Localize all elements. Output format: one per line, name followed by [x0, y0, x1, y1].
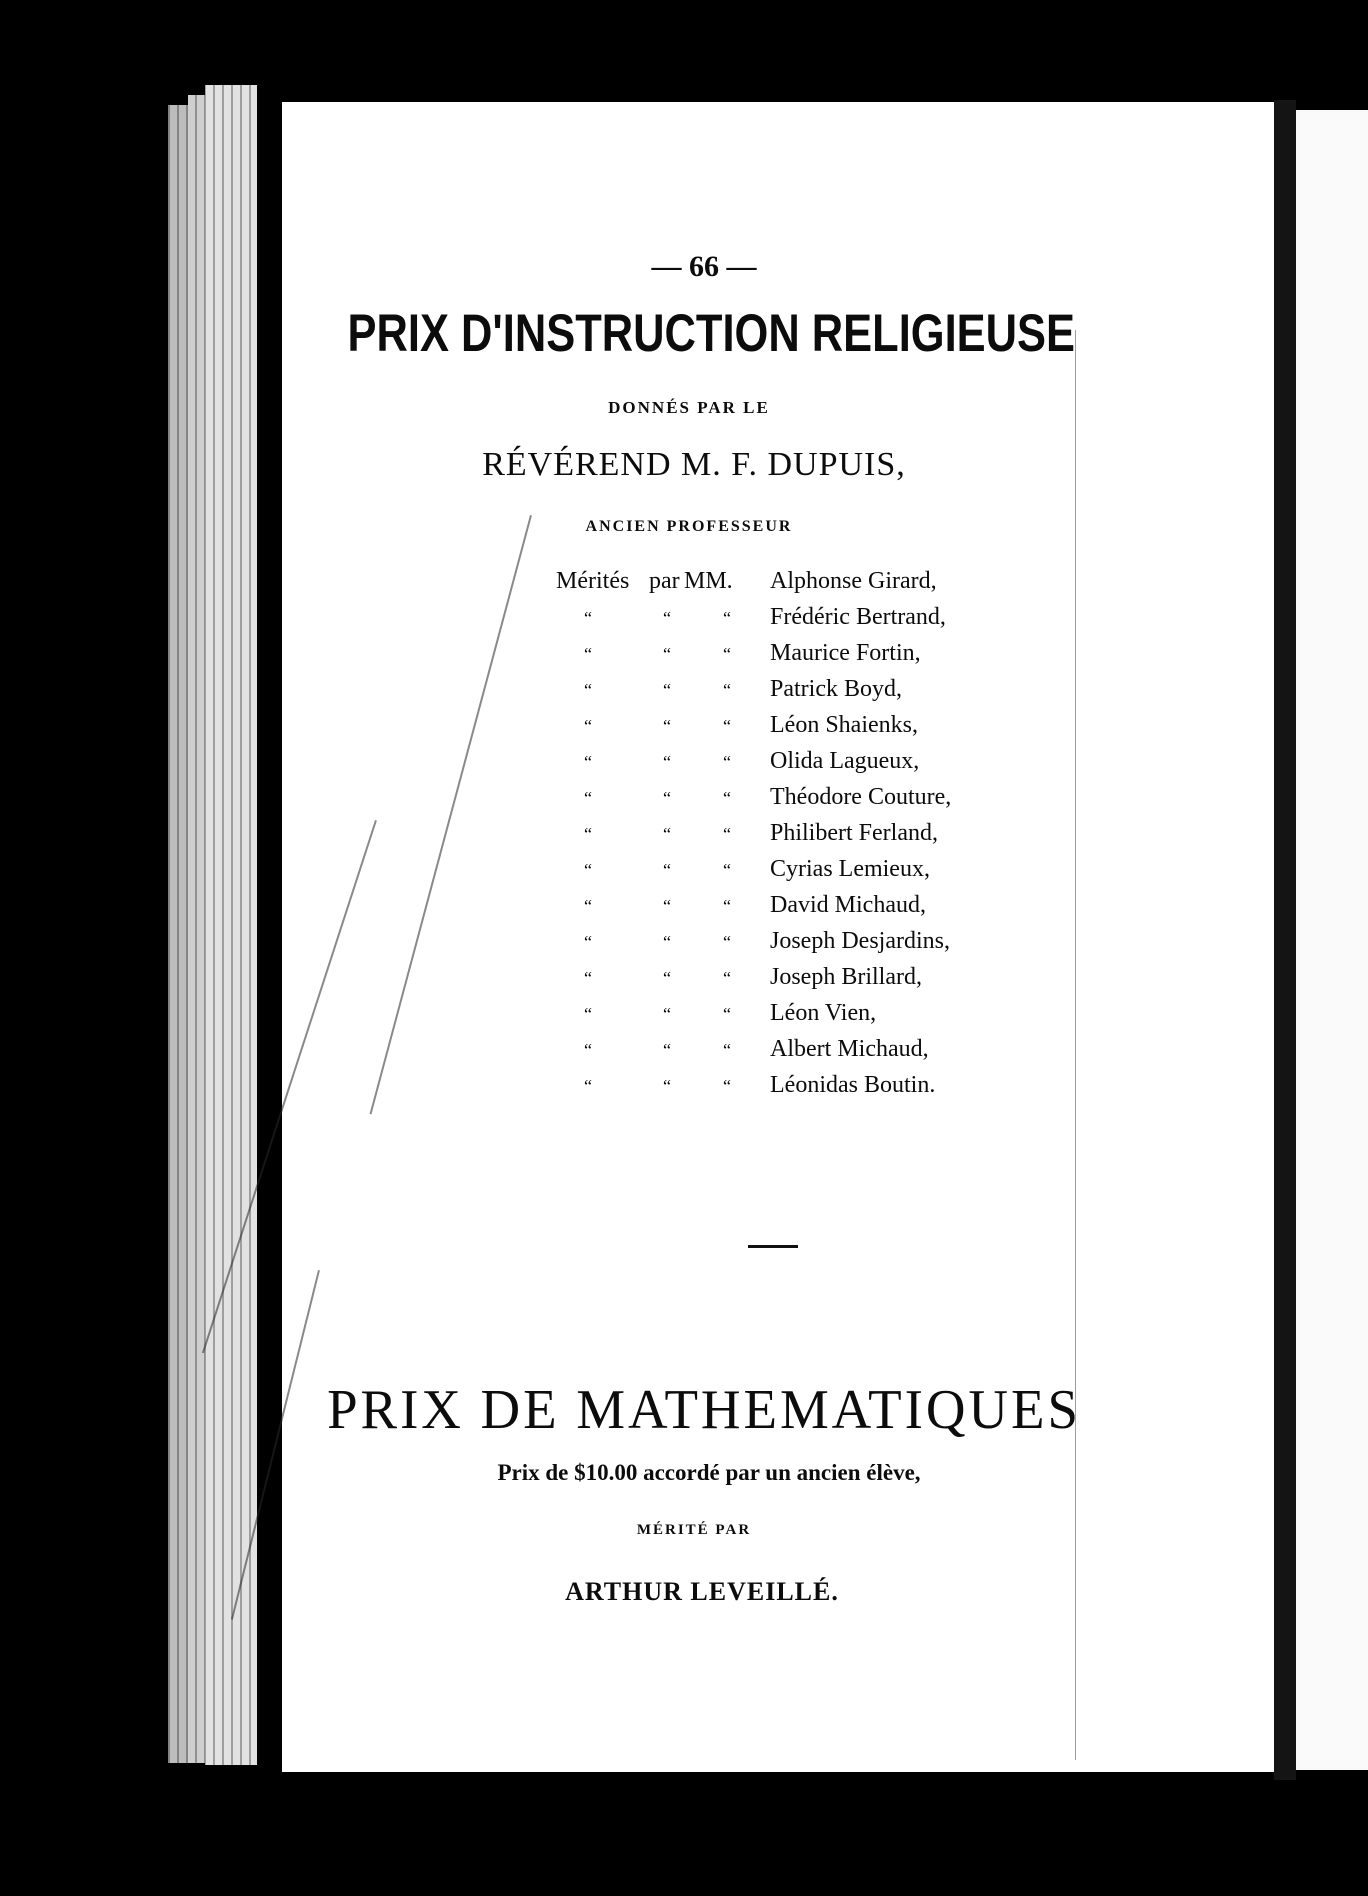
ditto-mark: “ — [723, 608, 731, 628]
section-divider — [748, 1245, 798, 1248]
laureate-list — [556, 568, 1036, 1108]
ditto-mark: “ — [584, 788, 592, 808]
donor-name: RÉVÉREND M. F. DUPUIS, — [482, 446, 906, 483]
prize-description: Prix de $10.00 accordé par un ancien élève, — [497, 1460, 921, 1485]
ditto-mark: “ — [663, 968, 671, 988]
ditto-mark: “ — [663, 608, 671, 628]
list-item — [556, 568, 1036, 604]
donor-role: ANCIEN PROFESSEUR — [585, 518, 793, 535]
list-item — [556, 1036, 1036, 1072]
ditto-mark: “ — [723, 860, 731, 880]
ditto-mark: “ — [723, 788, 731, 808]
ditto-mark: “ — [723, 644, 731, 664]
ditto-mark: “ — [663, 680, 671, 700]
ditto-mark: “ — [663, 1076, 671, 1096]
list-item — [556, 856, 1036, 892]
ditto-mark: “ — [723, 716, 731, 736]
list-item — [556, 928, 1036, 964]
ditto-mark: “ — [723, 752, 731, 772]
ditto-mark: “ — [663, 860, 671, 880]
laureate-name: Patrick Boyd, — [770, 676, 902, 702]
laureate-name: Léon Vien, — [770, 1000, 877, 1026]
ditto-mark: “ — [663, 644, 671, 664]
ditto-mark: “ — [584, 752, 592, 772]
laureate-name: Albert Michaud, — [770, 1036, 929, 1062]
ditto-mark: “ — [584, 860, 592, 880]
ditto-mark: “ — [663, 752, 671, 772]
list-item — [556, 1072, 1036, 1108]
ditto-mark: “ — [723, 1004, 731, 1024]
ditto-mark: “ — [584, 1040, 592, 1060]
ditto-mark: “ — [584, 932, 592, 952]
ditto-mark: “ — [663, 932, 671, 952]
laureate-name: Philibert Ferland, — [770, 820, 938, 846]
ditto-mark: “ — [723, 968, 731, 988]
section-title-math: PRIX DE MATHEMATIQUES — [327, 1379, 1081, 1441]
list-item — [556, 784, 1036, 820]
ditto-mark: “ — [584, 608, 592, 628]
lead-word: Mérités — [556, 568, 630, 594]
ditto-mark: “ — [663, 788, 671, 808]
ditto-mark: “ — [584, 680, 592, 700]
given-by-line: DONNÉS PAR LE — [608, 398, 770, 417]
ditto-mark: “ — [663, 824, 671, 844]
facing-page-edge — [1296, 110, 1368, 1770]
lead-word: par — [649, 568, 680, 594]
list-item — [556, 604, 1036, 640]
list-item — [556, 676, 1036, 712]
ditto-mark: “ — [723, 896, 731, 916]
page-number: — 66 — — [651, 250, 757, 283]
ditto-mark: “ — [584, 824, 592, 844]
ditto-mark: “ — [723, 824, 731, 844]
laureate-name: Léonidas Boutin. — [770, 1072, 936, 1098]
ditto-mark: “ — [584, 968, 592, 988]
scan-line — [1075, 330, 1076, 1760]
ditto-mark: “ — [723, 680, 731, 700]
ditto-mark: “ — [584, 896, 592, 916]
laureate-name: Frédéric Bertrand, — [770, 604, 946, 630]
list-item — [556, 964, 1036, 1000]
lead-word: MM. — [684, 568, 733, 594]
ditto-mark: “ — [663, 716, 671, 736]
list-item — [556, 712, 1036, 748]
list-item — [556, 640, 1036, 676]
list-item — [556, 892, 1036, 928]
laureate-name: Maurice Fortin, — [770, 640, 921, 666]
laureate-name: Théodore Couture, — [770, 784, 952, 810]
list-item — [556, 748, 1036, 784]
merited-by-line: MÉRITÉ PAR — [636, 1522, 752, 1538]
laureate-name: Léon Shaienks, — [770, 712, 918, 738]
ditto-mark: “ — [584, 1004, 592, 1024]
laureate-name: Alphonse Girard, — [770, 568, 937, 594]
list-item — [556, 820, 1036, 856]
ditto-mark: “ — [723, 932, 731, 952]
ditto-mark: “ — [663, 896, 671, 916]
laureate-name: Olida Lagueux, — [770, 748, 920, 774]
list-item — [556, 1000, 1036, 1036]
laureate-name: David Michaud, — [770, 892, 926, 918]
laureate-name: Cyrias Lemieux, — [770, 856, 930, 882]
ditto-mark: “ — [663, 1004, 671, 1024]
ditto-mark: “ — [584, 1076, 592, 1096]
laureate-name: Joseph Desjardins, — [770, 928, 950, 954]
ditto-mark: “ — [723, 1076, 731, 1096]
ditto-mark: “ — [584, 716, 592, 736]
laureate-name: Joseph Brillard, — [770, 964, 922, 990]
section-title-religious: PRIX D'INSTRUCTION RELIGIEUSE — [347, 304, 1076, 363]
math-winner: ARTHUR LEVEILLÉ. — [565, 1577, 839, 1606]
ditto-mark: “ — [663, 1040, 671, 1060]
ditto-mark: “ — [723, 1040, 731, 1060]
ditto-mark: “ — [584, 644, 592, 664]
